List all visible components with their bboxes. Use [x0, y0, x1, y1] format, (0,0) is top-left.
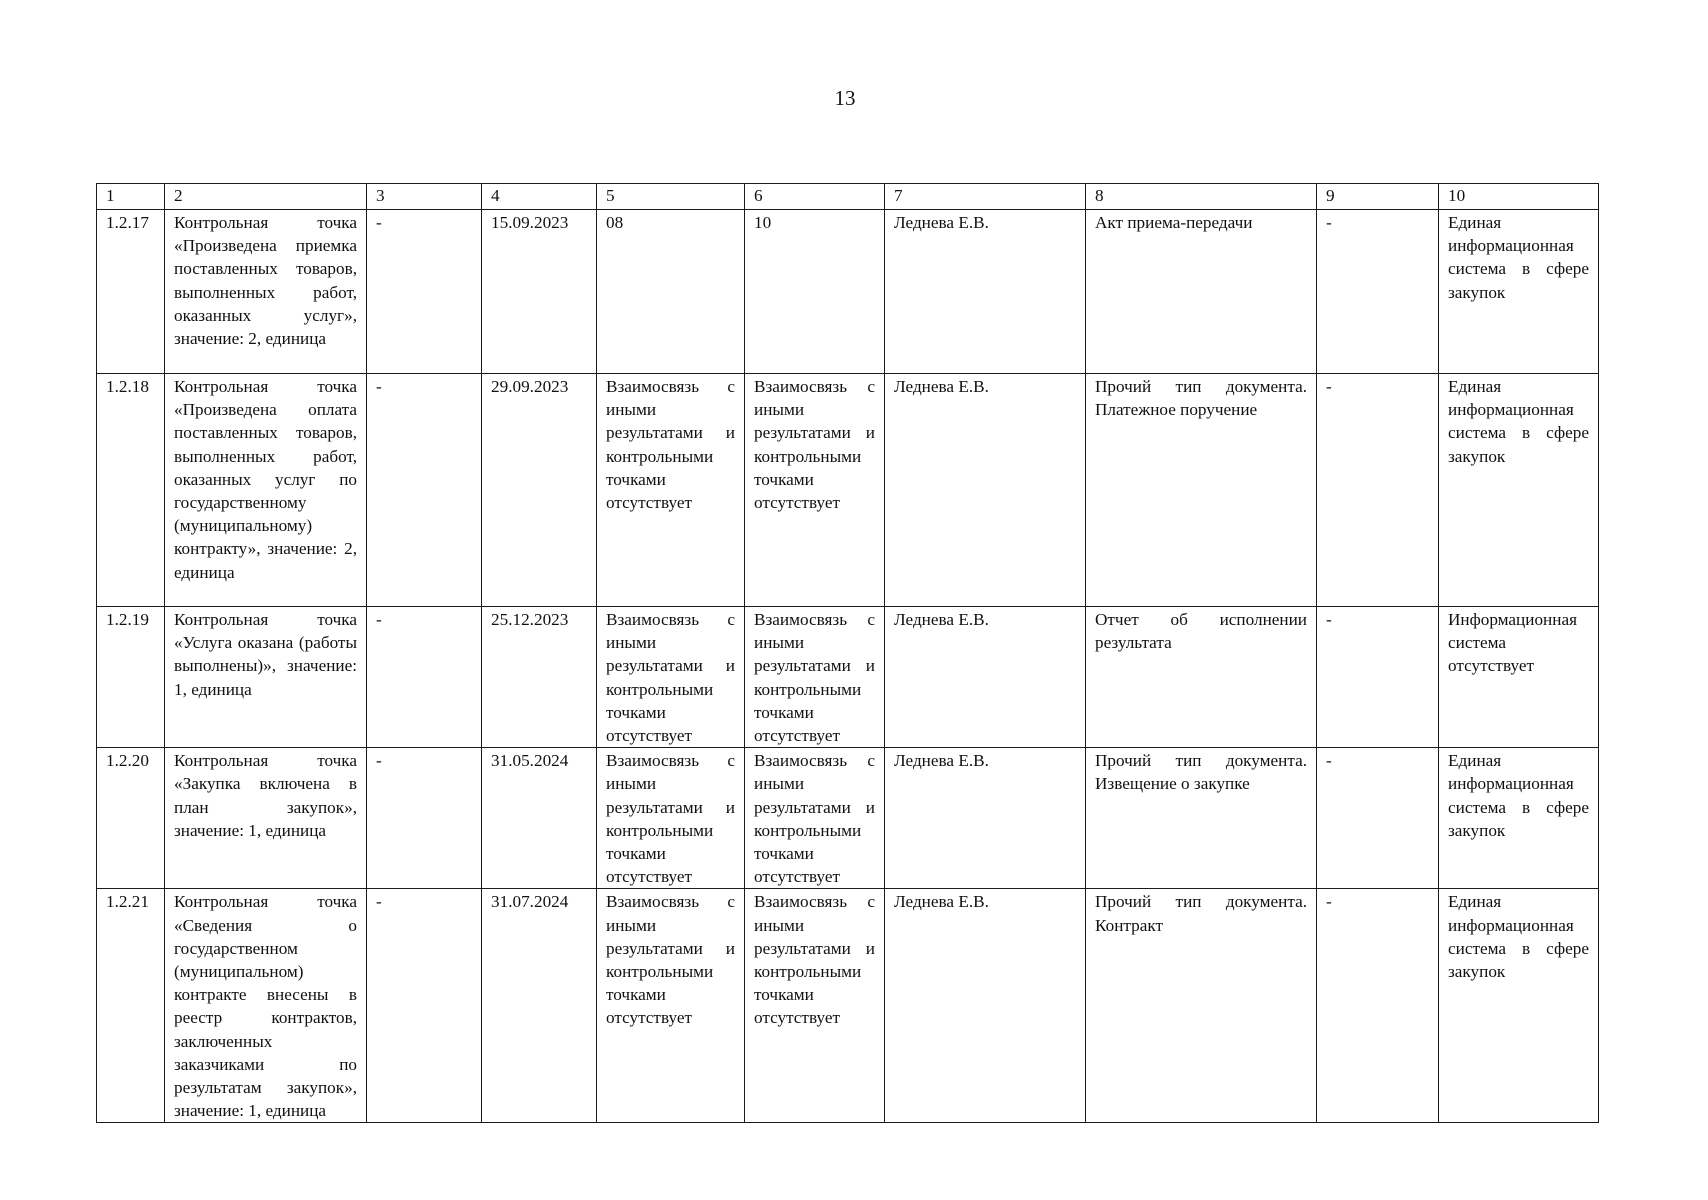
confirming-document: Прочий тип документа. Контракт	[1086, 889, 1317, 1123]
responsible-person: Леднева Е.В.	[885, 889, 1086, 1123]
column-header-9: 9	[1317, 184, 1439, 210]
information-system: Единая информационная система в сфере закупок	[1439, 210, 1599, 374]
column-5-value: Взаимосвязь с иными результатами и контрольными точками отсутствует	[597, 889, 745, 1123]
information-system: Информационная система отсутствует	[1439, 607, 1599, 748]
column-9-value: -	[1317, 748, 1439, 889]
column-3-value: -	[367, 607, 482, 748]
due-date: 25.12.2023	[482, 607, 597, 748]
column-6-value: Взаимосвязь с иными результатами и контрольными точками отсутствует	[745, 607, 885, 748]
row-number: 1.2.18	[97, 374, 165, 607]
due-date: 31.05.2024	[482, 748, 597, 889]
column-5-value: Взаимосвязь с иными результатами и контрольными точками отсутствует	[597, 748, 745, 889]
column-9-value: -	[1317, 210, 1439, 374]
confirming-document: Прочий тип документа. Платежное поручение	[1086, 374, 1317, 607]
row-number: 1.2.17	[97, 210, 165, 374]
column-header-10: 10	[1439, 184, 1599, 210]
column-header-6: 6	[745, 184, 885, 210]
control-point-name: Контрольная точка «Услуга оказана (работы выполнены)», значение: 1, единица	[165, 607, 367, 748]
column-5-value: 08	[597, 210, 745, 374]
information-system: Единая информационная система в сфере закупок	[1439, 748, 1599, 889]
column-header-8: 8	[1086, 184, 1317, 210]
control-point-name: Контрольная точка «Сведения о государственном (муниципальном) контракте внесены в реестр контрактов, заключенных заказчиками по результатам закупок», значение: 1, единица	[165, 889, 367, 1123]
confirming-document: Акт приема-передачи	[1086, 210, 1317, 374]
column-header-4: 4	[482, 184, 597, 210]
due-date: 15.09.2023	[482, 210, 597, 374]
due-date: 31.07.2024	[482, 889, 597, 1123]
due-date: 29.09.2023	[482, 374, 597, 607]
responsible-person: Леднева Е.В.	[885, 748, 1086, 889]
column-3-value: -	[367, 374, 482, 607]
confirming-document: Отчет об исполнении результата	[1086, 607, 1317, 748]
column-6-value: Взаимосвязь с иными результатами и контрольными точками отсутствует	[745, 374, 885, 607]
column-3-value: -	[367, 210, 482, 374]
control-point-name: Контрольная точка «Произведена приемка поставленных товаров, выполненных работ, оказанных услуг», значение: 2, единица	[165, 210, 367, 374]
responsible-person: Леднева Е.В.	[885, 210, 1086, 374]
row-number: 1.2.19	[97, 607, 165, 748]
column-header-3: 3	[367, 184, 482, 210]
information-system: Единая информационная система в сфере закупок	[1439, 889, 1599, 1123]
column-3-value: -	[367, 748, 482, 889]
control-points-table	[96, 183, 1599, 1123]
confirming-document: Прочий тип документа. Извещение о закупке	[1086, 748, 1317, 889]
row-number: 1.2.20	[97, 748, 165, 889]
responsible-person: Леднева Е.В.	[885, 374, 1086, 607]
column-3-value: -	[367, 889, 482, 1123]
information-system: Единая информационная система в сфере закупок	[1439, 374, 1599, 607]
column-6-value: 10	[745, 210, 885, 374]
table-row	[97, 889, 1599, 1123]
column-5-value: Взаимосвязь с иными результатами и контрольными точками отсутствует	[597, 607, 745, 748]
column-6-value: Взаимосвязь с иными результатами и контрольными точками отсутствует	[745, 889, 885, 1123]
column-header-2: 2	[165, 184, 367, 210]
table-row	[97, 210, 1599, 374]
control-point-name: Контрольная точка «Произведена оплата поставленных товаров, выполненных работ, оказанных услуг по государственному (муниципальному) контракту», значение: 2, единица	[165, 374, 367, 607]
column-5-value: Взаимосвязь с иными результатами и контрольными точками отсутствует	[597, 374, 745, 607]
responsible-person: Леднева Е.В.	[885, 607, 1086, 748]
column-9-value: -	[1317, 374, 1439, 607]
column-9-value: -	[1317, 607, 1439, 748]
page-number: 13	[834, 86, 856, 110]
header-row	[97, 184, 1599, 210]
table-row	[97, 748, 1599, 889]
table-row	[97, 374, 1599, 607]
row-number: 1.2.21	[97, 889, 165, 1123]
column-header-1: 1	[97, 184, 165, 210]
column-6-value: Взаимосвязь с иными результатами и контрольными точками отсутствует	[745, 748, 885, 889]
control-point-name: Контрольная точка «Закупка включена в план закупок», значение: 1, единица	[165, 748, 367, 889]
column-header-7: 7	[885, 184, 1086, 210]
column-9-value: -	[1317, 889, 1439, 1123]
column-header-5: 5	[597, 184, 745, 210]
table-row	[97, 607, 1599, 748]
